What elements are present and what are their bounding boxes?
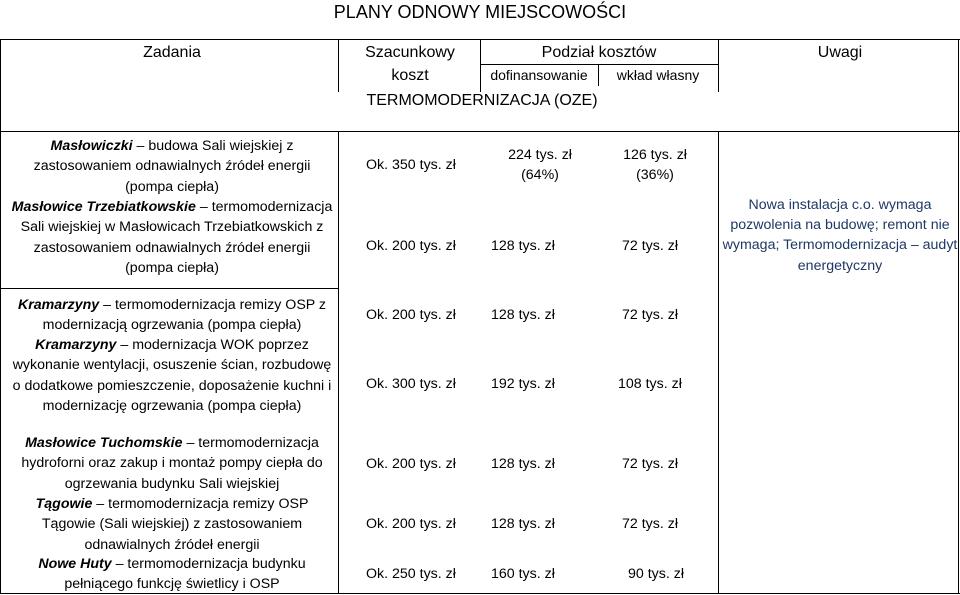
funding-percent: (64%) [521,167,559,183]
remarks-note: Nowa instalacja c.o. wymaga pozwolenia na budowę; remont nie wymaga; Termomodernizacja – audyt energetyczny [722,197,958,274]
page-title: PLANY ODNOWY MIEJSCOWOŚCI [333,2,627,22]
tasks-row-divider [0,288,338,289]
funding-amount: 192 tys. zł [491,376,555,392]
header-remarks: Uwagi [817,44,863,61]
task-description: modernizacja WOK poprzez wykonanie wentylacji, osuszenie ścian, rozbudowę o dodatkowe pomieszczenie, doposażenie kuchni i modernizację ogrzewania (pompa ciepła) [12,337,332,415]
task-place: Kramarzyny [35,337,117,353]
task-place: Masłowice Tuchomskie [25,435,183,451]
header-cost-split: Podział kosztów [541,44,657,61]
split-col-divider-top [718,39,719,92]
funding-amount: 128 tys. zł [491,307,555,323]
task-cell: Kramarzyny – termomodernizacja remizy OSP z modernizacją ogrzewania (pompa ciepła) [17,297,327,334]
task-cell: Kramarzyny – modernizacja WOK poprzez wykonanie wentylacji, osuszenie ścian, rozbudowę o dodatkowe pomieszczenie, doposażenie kuchni i modernizację ogrzewania (pompa ciepła) [12,337,332,415]
section-title: TERMOMODERNIZACJA (OZE) [366,92,598,109]
task-place: Nowe Huty [38,556,112,572]
task-place: Kramarzyny [17,297,100,313]
estimated-cost: Ok. 350 tys. zł [366,157,456,173]
own-contribution-amount: 90 tys. zł [628,566,684,582]
task-place: Tągowie [35,496,93,512]
task-description: termomodernizacja remizy OSP z modernizacją ogrzewania (pompa ciepła) [42,297,327,334]
task-cell: Tągowie – termomodernizacja remizy OSP Tągowie (Sali wiejskiej) z zastosowaniem odnawialnych źródeł energii [35,496,309,553]
header-own-contribution: wkład własny [616,67,700,83]
estimated-cost: Ok. 200 tys. zł [366,456,456,472]
task-cell: Masłowice Tuchomskie – termomodernizacja hydroforni oraz zakup i montaż pompy ciepła do ogrzewania budynku Sali wiejskiej [21,435,323,492]
task-cell: Masłowiczki – budowa Sali wiejskiej z zastosowaniem odnawialnych źródeł energii (pompa ciepła) [33,138,311,195]
split-subheader-divider [598,64,599,86]
funding-amount: 224 tys. zł [508,147,572,163]
header-bottom-border [0,131,960,132]
own-contribution-amount: 72 tys. zł [622,307,678,323]
table-right-border [958,39,959,594]
split-header-divider [480,64,718,65]
estimated-cost: Ok. 200 tys. zł [366,516,456,532]
task-description: termomodernizacja remizy OSP Tągowie (Sali wiejskiej) z zastosowaniem odnawialnych źródeł energii [41,496,309,553]
own-contribution-amount: 72 tys. zł [622,516,678,532]
header-funding: dofinansowanie [490,67,588,83]
header-cost-line1: Szacunkowy [365,44,455,61]
cost-col-divider [480,39,481,92]
own-contribution-amount: 108 tys. zł [618,376,682,392]
own-contribution-amount: 72 tys. zł [622,238,678,254]
estimated-cost: Ok. 200 tys. zł [366,307,456,323]
own-contribution-amount: 72 tys. zł [622,456,678,472]
task-description: termomodernizacja Sali wiejskiej w Masłowicach Trzebiatkowskich z zastosowaniem odnawialnych źródeł energii (pompa ciepła) [20,199,333,277]
header-cost-line2: koszt [391,67,429,84]
funding-amount: 160 tys. zł [491,566,555,582]
estimated-cost: Ok. 250 tys. zł [366,566,456,582]
task-cell: Masłowice Trzebiatkowskie – termomodernizacja Sali wiejskiej w Masłowicach Trzebiatkowskich z zastosowaniem odnawialnych źródeł energii (pompa ciepła) [11,199,333,277]
funding-amount: 128 tys. zł [491,516,555,532]
own-contribution-amount: 126 tys. zł [623,147,687,163]
task-description: termomodernizacja budynku pełniącego funkcję świetlicy i OSP [64,556,306,593]
funding-amount: 128 tys. zł [491,238,555,254]
tasks-col-divider [338,131,339,594]
funding-amount: 128 tys. zł [491,456,555,472]
estimated-cost: Ok. 200 tys. zł [366,238,456,254]
header-tasks: Zadania [143,44,201,61]
own-contribution-percent: (36%) [636,167,674,183]
table-left-border [0,39,1,594]
task-description: budowa Sali wiejskiej z zastosowaniem odnawialnych źródeł energii (pompa ciepła) [33,138,311,195]
task-description: termomodernizacja hydroforni oraz zakup i montaż pompy ciepła do ogrzewania budynku Sali wiejskiej [21,435,323,492]
estimated-cost: Ok. 300 tys. zł [366,376,456,392]
task-place: Masłowice Trzebiatkowskie [11,199,196,215]
split-col-divider [718,131,719,594]
task-cell: Nowe Huty – termomodernizacja budynku pełniącego funkcję świetlicy i OSP [38,556,306,593]
tasks-col-divider-top [338,39,339,92]
task-place: Masłowiczki [50,138,133,154]
